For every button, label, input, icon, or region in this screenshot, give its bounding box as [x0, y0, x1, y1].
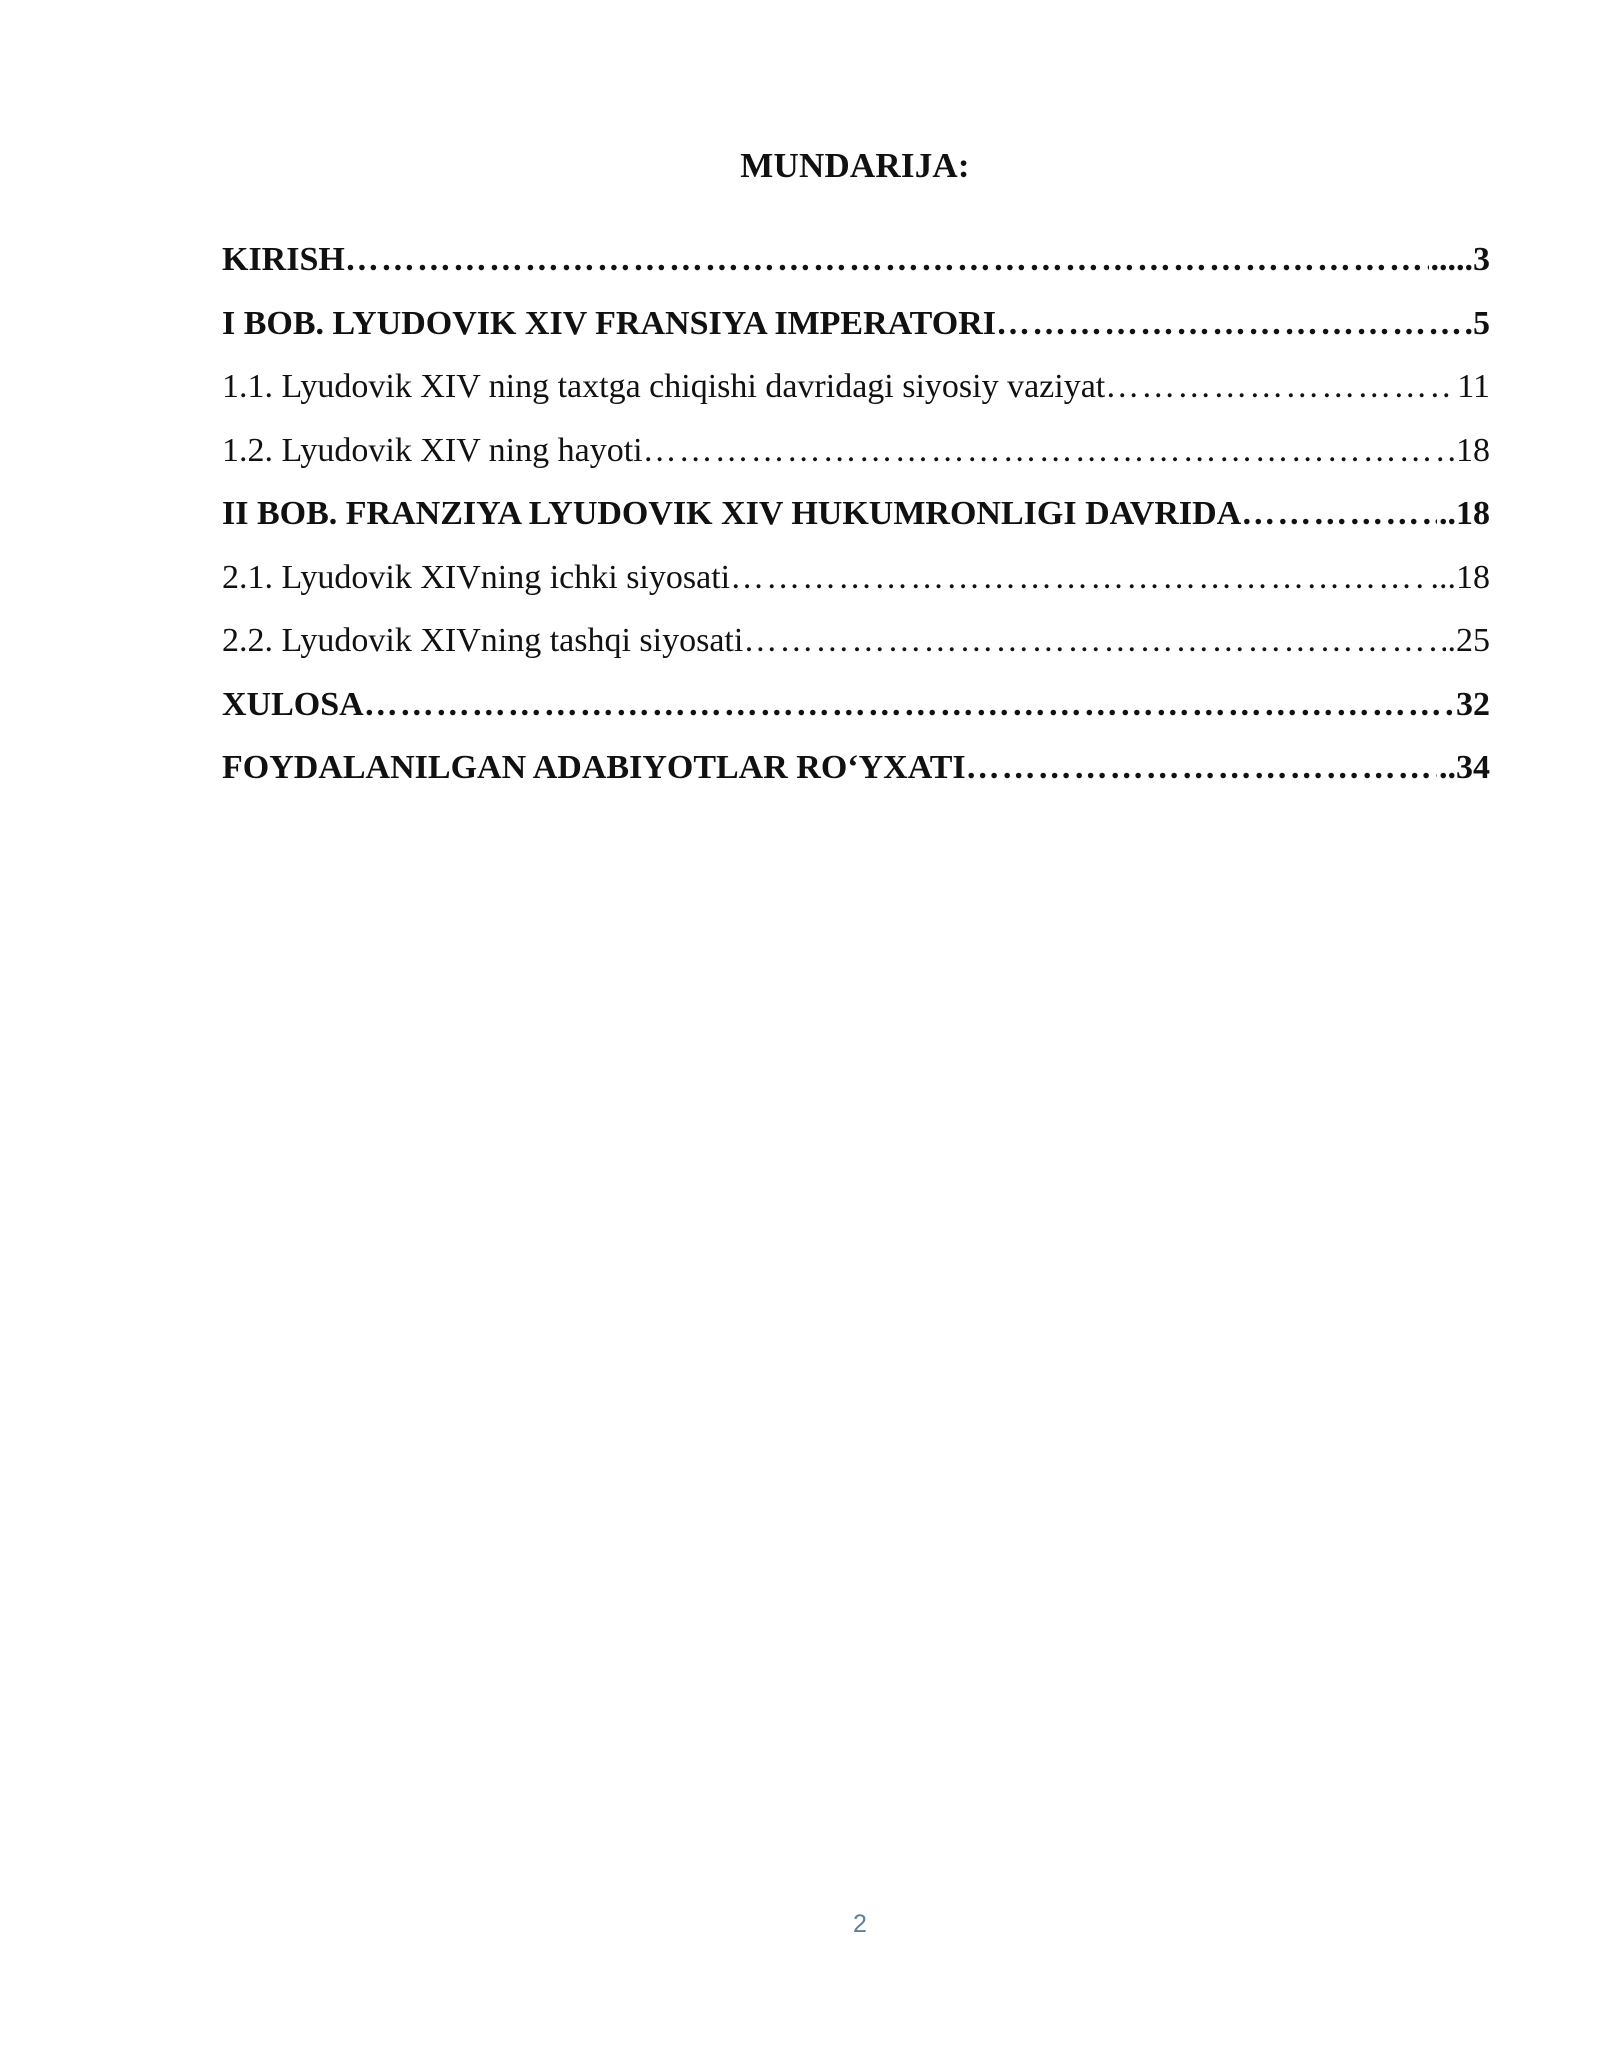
toc-dot-leader — [730, 546, 1428, 610]
toc-entry-section-1-2[interactable] — [222, 419, 1490, 483]
toc-entry-chapter-1[interactable] — [222, 292, 1490, 356]
toc-page-number: 11 — [1457, 368, 1490, 405]
toc-page-number: .....3 — [1430, 241, 1490, 278]
toc-entry-section-2-2[interactable] — [222, 609, 1490, 673]
toc-entry-text: XULOSA — [222, 685, 364, 723]
toc-title: MUNDARIJA: — [740, 146, 970, 185]
toc-entry-section-1-1[interactable] — [222, 355, 1490, 419]
toc-dot-leader — [743, 609, 1445, 673]
toc-dot-leader — [364, 673, 1454, 737]
toc-dot-leader — [996, 292, 1463, 356]
toc-entry-text: 1.1. Lyudovik XIV ning taxtga chiqishi davridagi siyosiy vaziyat — [222, 368, 1106, 405]
toc-page-number: .5 — [1464, 304, 1490, 342]
toc-entry-text: II BOB. FRANZIYA LYUDOVIK XIV HUKUMRONLIGI DAVRIDA — [222, 495, 1242, 532]
toc-page-number: ..18 — [1439, 495, 1490, 532]
page-number: 2 — [853, 1910, 867, 1938]
toc-dot-leader — [1105, 355, 1455, 419]
toc-entry-xulosa[interactable] — [222, 673, 1490, 737]
table-of-contents — [222, 228, 1490, 800]
toc-entry-text: 2.1. Lyudovik XIVning ichki siyosati — [222, 558, 731, 596]
toc-page-number: 32 — [1456, 685, 1490, 723]
toc-entry-chapter-2[interactable] — [222, 482, 1490, 546]
toc-page-number: ...18 — [1430, 558, 1490, 596]
toc-entry-kirish[interactable] — [222, 228, 1490, 292]
toc-dot-leader — [345, 228, 1429, 292]
toc-dot-leader — [966, 736, 1437, 800]
toc-entry-text: KIRISH — [222, 241, 345, 278]
toc-page-number: ..34 — [1439, 749, 1490, 786]
toc-entry-section-2-1[interactable] — [222, 546, 1490, 610]
toc-entry-text: 2.2. Lyudovik XIVning tashqi siyosati — [222, 622, 744, 659]
toc-page-number: .25 — [1447, 622, 1490, 659]
toc-entry-text: I BOB. LYUDOVIK XIV FRANSIYA IMPERATORI — [222, 304, 996, 342]
toc-entry-bibliography[interactable] — [222, 736, 1490, 800]
toc-page-number: .18 — [1447, 431, 1490, 469]
toc-entry-text: FOYDALANILGAN ADABIYOTLAR RO‘YXATI — [222, 749, 966, 786]
toc-dot-leader — [643, 419, 1446, 483]
toc-entry-text: 1.2. Lyudovik XIV ning hayoti — [222, 431, 643, 469]
toc-dot-leader — [1241, 482, 1437, 546]
